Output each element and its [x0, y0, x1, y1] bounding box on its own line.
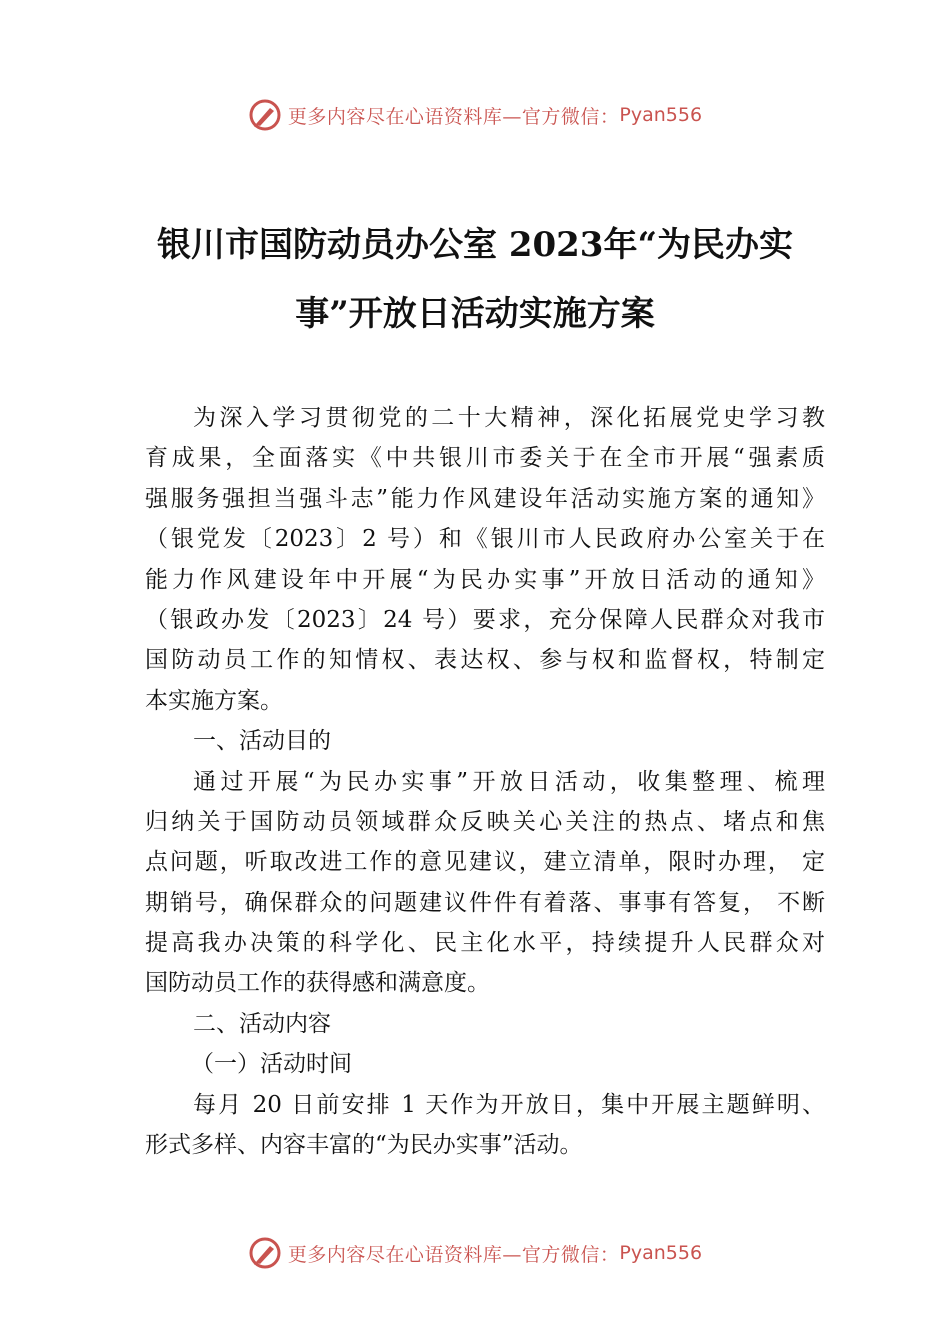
- intro-line: 育成果，全面落实《中共银川市委关于在全市开展“强素质: [145, 445, 825, 472]
- intro-line: 本实施方案。: [145, 687, 283, 714]
- document-title-line-2: 事”开放日活动实施方案: [295, 294, 655, 334]
- section-1-line: 国防动员工作的获得感和满意度。: [145, 970, 490, 997]
- intro-line: （银政办发〔2023〕24 号）要求，充分保障人民群众对我市: [145, 606, 825, 633]
- section-2-heading: 二、活动内容: [193, 1010, 331, 1037]
- watermark-wechat-id: Pyan556: [619, 1242, 703, 1264]
- section-2-sub-heading: （一）活动时间: [191, 1051, 352, 1078]
- intro-line: 为深入学习贯彻党的二十大精神，深化拓展党史学习教: [193, 405, 825, 431]
- intro-line: 能力作风建设年中开展“为民办实事”开放日活动的通知》: [145, 566, 825, 593]
- watermark-text: 更多内容尽在心语资料库—官方微信：: [287, 105, 620, 128]
- section-1-line: 通过开展“为民办实事”开放日活动，收集整理、梳理: [193, 768, 825, 795]
- brush-logo-icon: [248, 1236, 282, 1270]
- intro-line: （银党发〔2023〕2 号）和《银川市人民政府办公室关于在: [145, 526, 825, 553]
- brush-logo-icon: [248, 98, 282, 132]
- section-2-line: 每月 20 日前安排 1 天作为开放日，集中开展主题鲜明、: [193, 1091, 825, 1118]
- section-1-line: 期销号，确保群众的问题建议件件有着落、事事有答复， 不断: [145, 889, 825, 916]
- section-1-line: 归纳关于国防动员领域群众反映关心关注的热点、堵点和焦: [145, 808, 825, 835]
- watermark-wechat-id: Pyan556: [619, 104, 703, 126]
- intro-line: 国防动员工作的知情权、表达权、参与权和监督权，特制定: [145, 647, 825, 674]
- footer-watermark: [0, 1233, 950, 1273]
- section-1-line: 提高我办决策的科学化、民主化水平，持续提升人民群众对: [145, 930, 825, 957]
- section-1-line: 点问题，听取改进工作的意见建议，建立清单，限时办理， 定: [145, 849, 825, 876]
- document-title-line-1: 银川市国防动员办公室 2023年“为民办实: [156, 225, 794, 265]
- watermark-text: 更多内容尽在心语资料库—官方微信：: [287, 1243, 620, 1266]
- intro-line: 强服务强担当强斗志”能力作风建设年活动实施方案的通知》: [145, 485, 825, 512]
- section-2-line: 形式多样、内容丰富的“为民办实事”活动。: [145, 1132, 583, 1159]
- document-body: [145, 398, 825, 1165]
- section-1-heading: 一、活动目的: [193, 728, 331, 755]
- header-watermark: [0, 95, 950, 135]
